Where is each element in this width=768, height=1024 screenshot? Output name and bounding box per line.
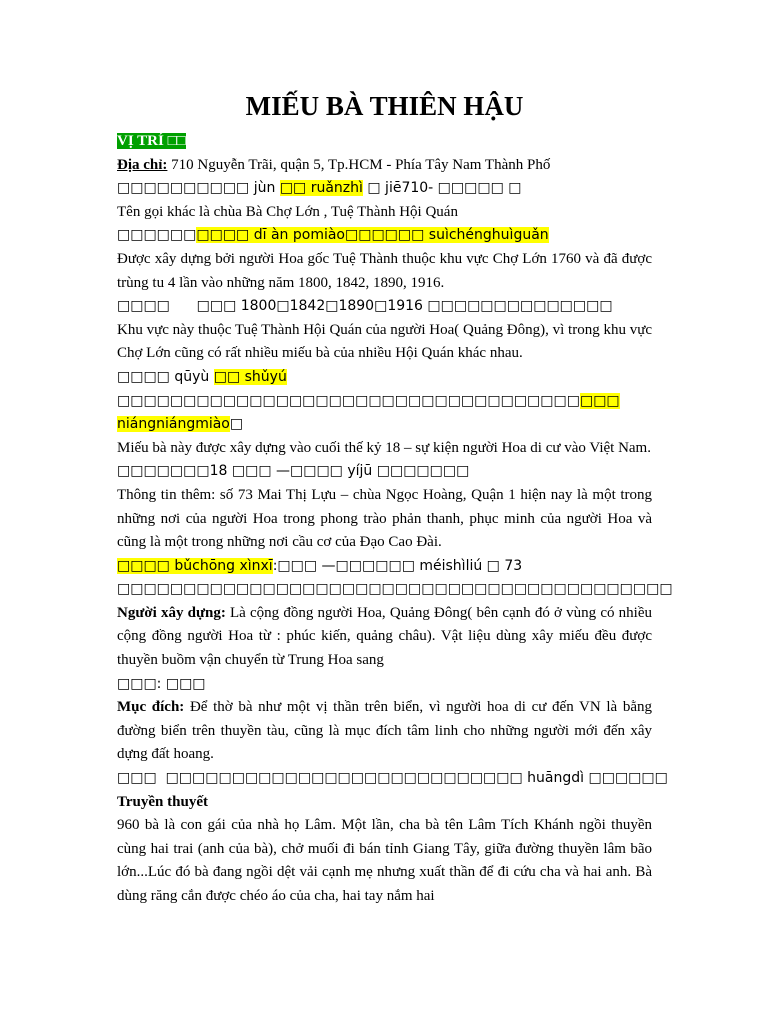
cn-text: :□□□ —□□□□□□ méishìliú □ 73 □□□□□□□□□□□□□□□□□□□□□□□□□□□□□□□□□□□□□□□□□□ xyxy=(117,557,673,598)
cn-text: □□□□ qūyù xyxy=(117,368,214,385)
location-label: VỊ TRÍ □□ xyxy=(117,133,186,149)
chinese-line-5: □□□□□□□18 □□□ —□□□□ yíjū □□□□□□□ xyxy=(117,463,470,480)
temple-paragraph: Miếu bà này được xây dựng vào cuối thế kỷ 18 – sự kiện người Hoa di cư vào Việt Nam. xyxy=(117,439,651,456)
extra-info-paragraph: Thông tin thêm: số 73 Mai Thị Lựu – chùa Ngọc Hoàng, Quận 1 hiện nay là một trong những nơi của người Hoa trong phong trào phản thanh, phục minh của người Hoa và cũng là một trong những nơi cầu cơ của Đạo Cao Đài. xyxy=(117,486,652,551)
cn-text: □□□□□□ xyxy=(117,227,197,244)
highlight-text: □□ shǔyú xyxy=(213,368,287,385)
highlight-text: □□ ruǎnzhì xyxy=(279,180,363,197)
chinese-line-8: □□□ □□□□□□□□□□□□□□□□□□□□□□□□□□□ huāngdì □□□□□□ xyxy=(117,770,668,787)
chinese-line-6 xyxy=(117,555,673,602)
cn-text: □ xyxy=(229,416,244,433)
alt-name-line: Tên gọi khác là chùa Bà Chợ Lớn , Tuệ Thành Hội Quán xyxy=(117,203,458,220)
highlight-text: □□□ niángniángmiào xyxy=(117,392,620,433)
location-heading xyxy=(117,130,652,154)
highlight-text: □□□□ dī àn pomiào□□□□□□ suìchénghuìguǎn xyxy=(196,227,549,244)
purpose-label: Mục đích: xyxy=(117,699,185,716)
address-label: Địa chỉ: xyxy=(117,156,168,173)
purpose-text: Để thờ bà như một vị thần trên biển, vì người hoa di cư đến VN là bằng đường biển trên thuyền tàu, cũng là mục đích tâm linh cho những người mới đến xây dựng đất hoang. xyxy=(117,699,652,763)
construction-paragraph: Được xây dựng bởi người Hoa gốc Tuệ Thành thuộc khu vực Chợ Lớn 1760 và đã được trùng tu 4 lần vào những năm 1800, 1842, 1890, 1916. xyxy=(117,250,652,291)
chinese-line-1 xyxy=(117,177,652,201)
cn-text: □ jiē710- □□□□□ □ xyxy=(362,180,522,197)
builder-paragraph xyxy=(117,602,652,673)
chinese-line-7: □□□: □□□ xyxy=(117,675,206,692)
legend-heading xyxy=(117,791,652,815)
cn-text: □□□□□□□□□□□□□□□□□□□□□□□□□□□□□□□□□□□ xyxy=(117,392,580,409)
document-page xyxy=(117,84,673,909)
chinese-line-3: □□□□ □□□ 1800□1842□1890□1916 □□□□□□□□□□□□□□ xyxy=(117,298,613,315)
page-title: MIẾU BÀ THIÊN HẬU xyxy=(245,91,524,121)
builder-text: Là cộng đồng người Hoa, Quảng Đông( bên cạnh đó ở vùng có nhiều cộng đồng người Hoa từ : phúc kiến, quảng châu). Vật liệu dùng xây miếu đều được thuyền buồm vận chuyển từ Trung Hoa sang xyxy=(117,604,652,669)
legend-label: Truyền thuyết xyxy=(117,793,208,810)
highlight-text: □□□□ bǔchōng xìnxī xyxy=(117,557,273,574)
area-paragraph: Khu vực này thuộc Tuệ Thành Hội Quán của người Hoa( Quảng Đông), vì trong khu vực Chợ Lớn cũng có rất nhiều miếu bà của nhiều Hội Quán khác nhau. xyxy=(117,321,652,362)
address-line xyxy=(117,154,652,178)
legend-paragraph: 960 bà là con gái của nhà họ Lâm. Một lần, cha bà tên Lâm Tích Khánh ngồi thuyền cùng hai trai (anh của bà), chở muối đi bán tỉnh Giang Tây, giữa đường thuyền lâm bão lớn...Lúc đó bà đang ngồi dệt vải cạnh mẹ nhưng xuất thần để đi cứu cha và hai anh. Bà dùng răng cắn được chéo áo của cha, hai tay nắm hai xyxy=(117,817,652,904)
chinese-line-4 xyxy=(117,366,652,437)
purpose-paragraph xyxy=(117,696,652,767)
chinese-line-2 xyxy=(117,224,652,248)
builder-label: Người xây dựng: xyxy=(117,604,226,621)
address-text: 710 Nguyễn Trãi, quận 5, Tp.HCM - Phía Tây Nam Thành Phố xyxy=(167,156,551,173)
cn-text: □□□□□□□□□□ jùn xyxy=(117,180,280,197)
